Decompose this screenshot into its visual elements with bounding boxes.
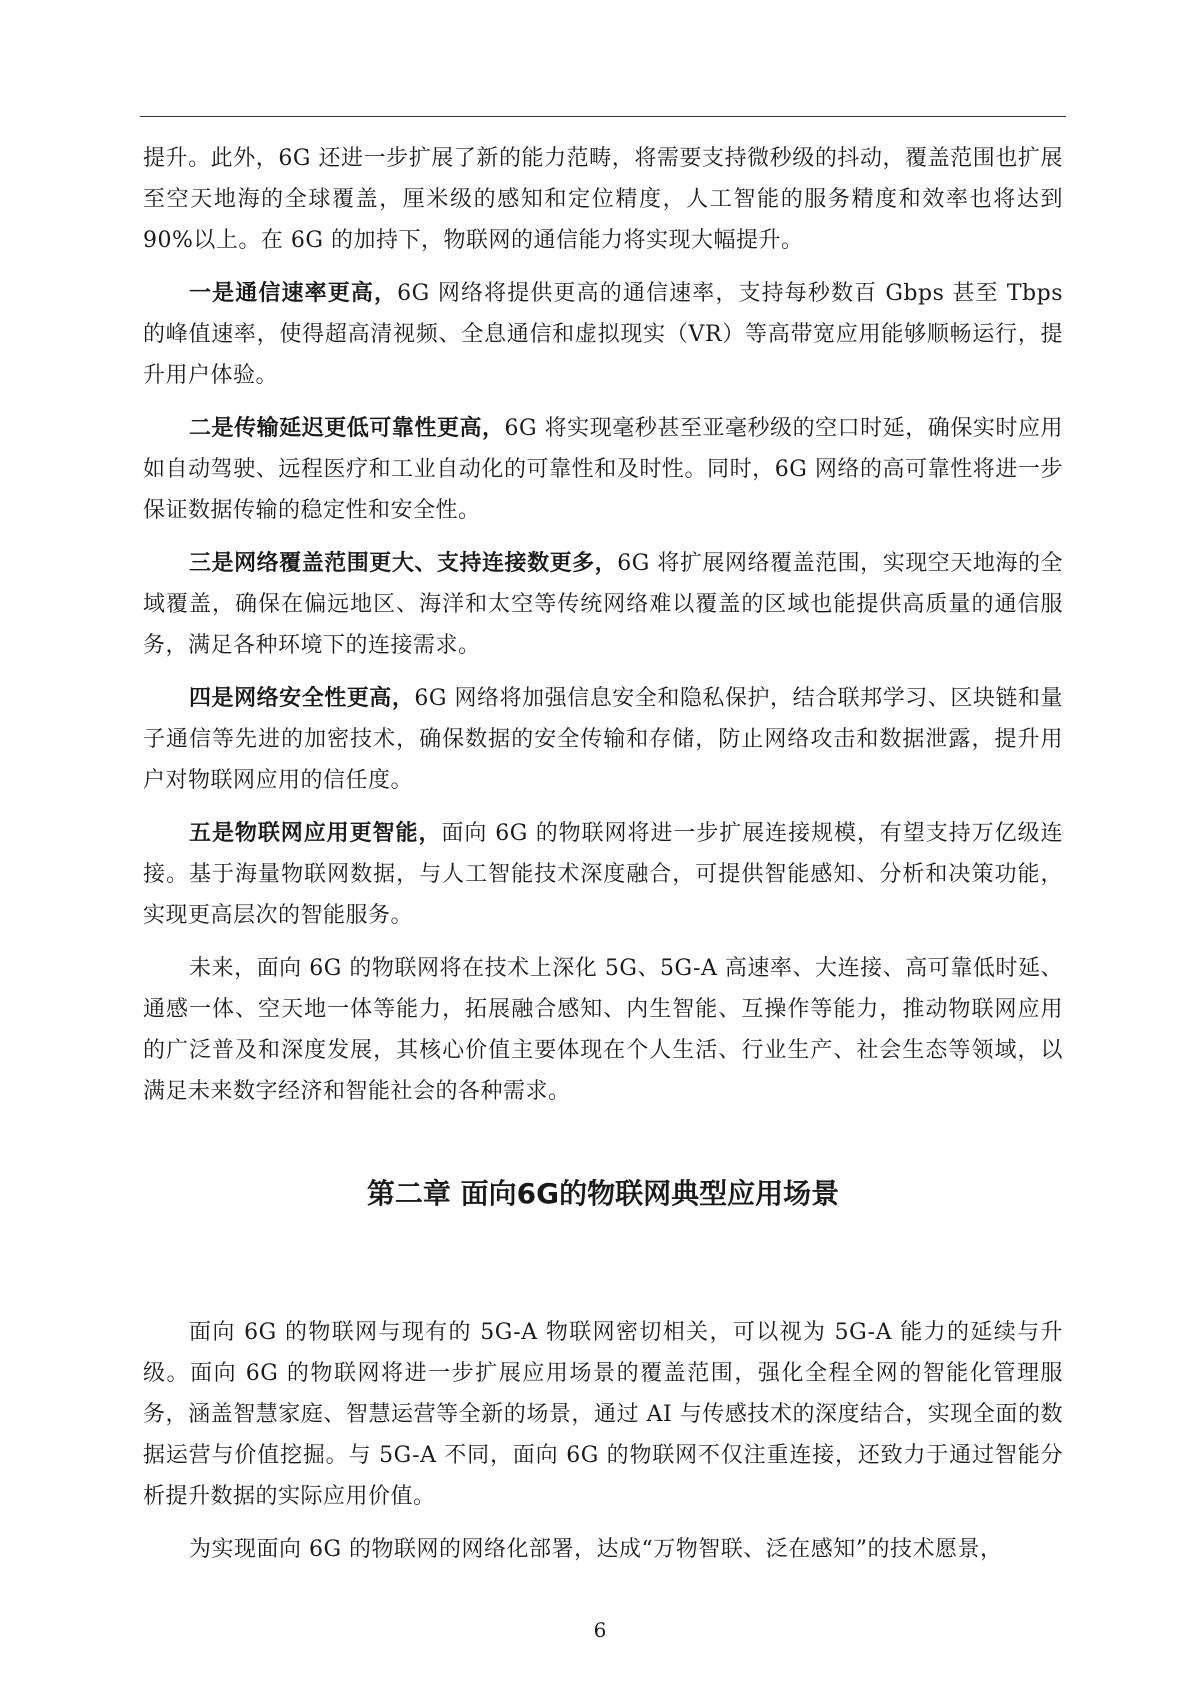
paragraph-lead: 四是网络安全性更高， <box>189 686 415 711</box>
body-text-top <box>143 138 1063 1124</box>
paragraph-text: 6G 网络将提供更高的通信速率，支持每秒数百 Gbps 甚至 Tbps 的峰值速率，使得超高清视频、全息通信和虚拟现实（VR）等高带宽应用能够顺畅运行，提升用户体验。 <box>143 281 1063 388</box>
paragraph-future <box>143 948 1063 1112</box>
paragraph-text: 6G 将实现毫秒甚至亚毫秒级的空口时延，确保实时应用如自动驾驶、远程医疗和工业自动化的可靠性和及时性。同时，6G 网络的高可靠性将进一步保证数据传输的稳定性和安全性。 <box>143 416 1063 523</box>
header-rule <box>140 116 1066 117</box>
paragraph-point-3 <box>143 543 1063 666</box>
paragraph-point-2 <box>143 408 1063 531</box>
paragraph-deployment: 为实现面向 6G 的物联网的网络化部署，达成“万物智联、泛在感知”的技术愿景， <box>189 1537 1003 1562</box>
paragraph-text: 提升。此外，6G 还进一步扩展了新的能力范畴，将需要支持微秒级的抖动，覆盖范围也扩展至空天地海的全球覆盖，厘米级的感知和定位精度，人工智能的服务精度和效率也将达到 90%以上。在 6G 的加持下，物联网的通信能力将实现大幅提升。 <box>143 146 1063 253</box>
paragraph-lead: 五是物联网应用更智能， <box>189 821 442 846</box>
paragraph-point-5 <box>143 813 1063 936</box>
chapter-title: 第二章 面向6G的物联网典型应用场景 <box>366 1177 840 1210</box>
paragraph-lead: 一是通信速率更高， <box>189 281 398 306</box>
paragraph-text: 未来，面向 6G 的物联网将在技术上深化 5G、5G-A 高速率、大连接、高可靠低时延、通感一体、空天地一体等能力，拓展融合感知、内生智能、互操作等能力，推动物联网应用的广泛普及和深度发展，其核心价值主要体现在个人生活、行业生产、社会生态等领域，以满足未来数字经济和智能社会的各种需求。 <box>143 956 1063 1104</box>
paragraph-lead: 三是网络覆盖范围更大、支持连接数更多， <box>189 551 618 576</box>
paragraph-lead: 二是传输延迟更低可靠性更高， <box>189 416 505 441</box>
paragraph-intro: 面向 6G 的物联网与现有的 5G-A 物联网密切相关，可以视为 5G-A 能力的延续与升级。面向 6G 的物联网将进一步扩展应用场景的覆盖范围，强化全程全网的智能化管理服务，涵盖智慧家庭、智慧运营等全新的场景，通过 AI 与传感技术的深度结合，实现全面的数据运营与价值挖掘。与 5G-A 不同，面向 6G 的物联网不仅注重连接，还致力于通过智能分析提升数据的实际应用价值。 <box>143 1320 1063 1509</box>
paragraph-point-1 <box>143 273 1063 396</box>
paragraph-continuation <box>143 138 1063 261</box>
paragraph-point-4 <box>143 678 1063 801</box>
body-text-bottom <box>143 1312 1063 1582</box>
page-number: 6 <box>593 1618 607 1642</box>
paragraph-text: 面向 6G 的物联网将进一步扩展连接规模，有望支持万亿级连接。基于海量物联网数据，与人工智能技术深度融合，可提供智能感知、分析和决策功能，实现更高层次的智能服务。 <box>143 821 1063 928</box>
paragraph-text: 6G 网络将加强信息安全和隐私保护，结合联邦学习、区块链和量子通信等先进的加密技术，确保数据的安全传输和存储，防止网络攻击和数据泄露，提升用户对物联网应用的信任度。 <box>143 686 1063 793</box>
paragraph-text: 6G 将扩展网络覆盖范围，实现空天地海的全域覆盖，确保在偏远地区、海洋和太空等传统网络难以覆盖的区域也能提供高质量的通信服务，满足各种环境下的连接需求。 <box>143 551 1063 658</box>
